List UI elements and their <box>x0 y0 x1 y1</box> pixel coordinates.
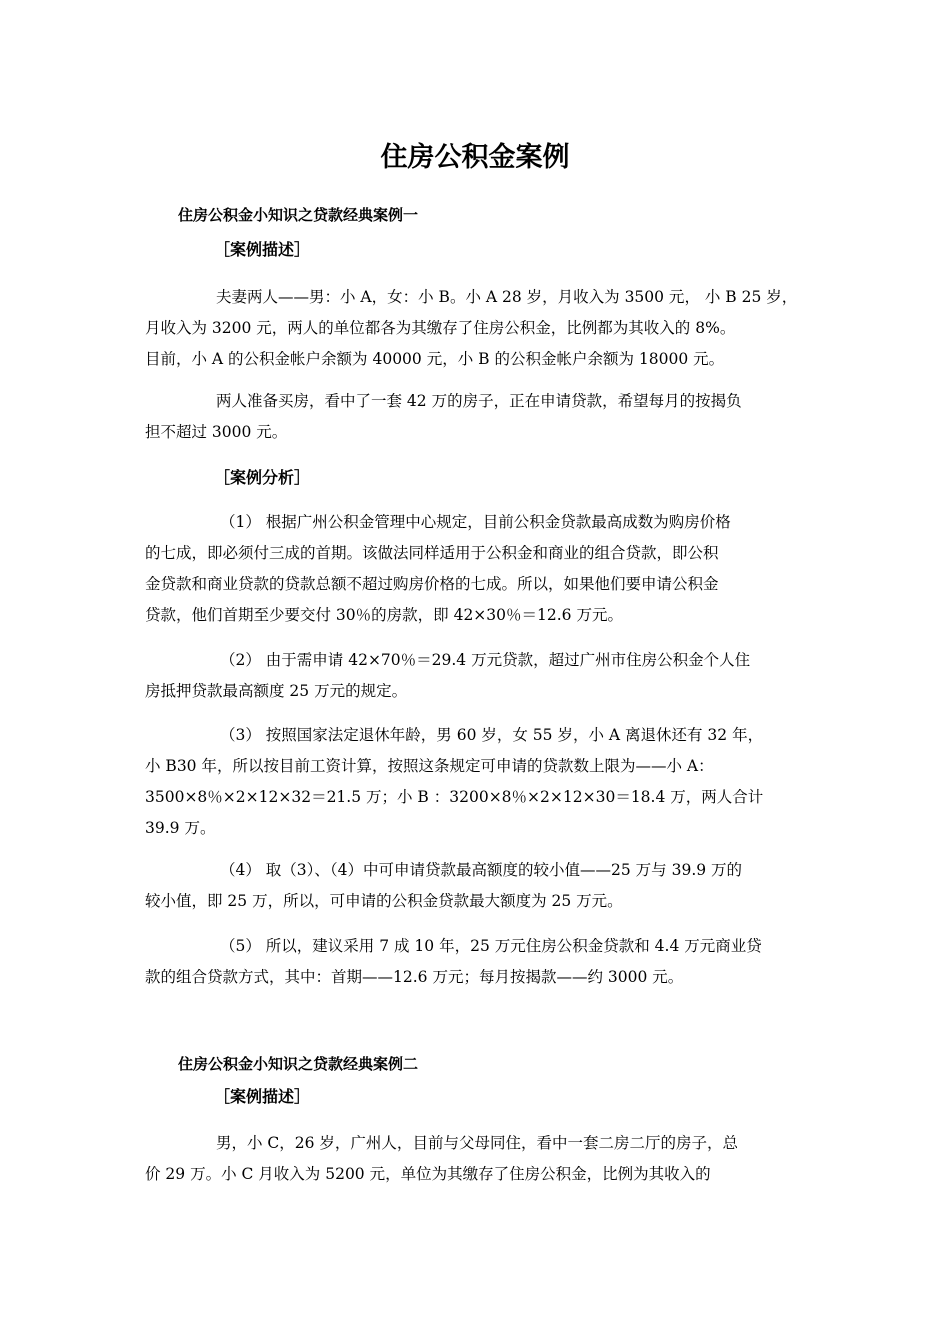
case1-description-paragraph-2 <box>145 386 815 448</box>
text-line: 小 B30 年，所以按目前工资计算，按照这条规定可申请的贷款数上限为——小 A： <box>145 757 714 775</box>
case2-description-paragraph-1 <box>145 1128 815 1190</box>
text-line: 金贷款和商业贷款的贷款总额不超过购房价格的七成。所以，如果他们要申请公积金 <box>145 575 719 593</box>
case2-heading: 住房公积金小知识之贷款经典案例二 <box>178 1055 419 1073</box>
text-line: 的七成，即必须付三成的首期。该做法同样适用于公积金和商业的组合贷款，即公积 <box>145 544 719 562</box>
text-line: 月收入为 3200 元，两人的单位都各为其缴存了住房公积金，比例都为其收入的 8%。 <box>145 319 736 337</box>
case1-analysis-item-5 <box>145 931 815 993</box>
case1-analysis-heading: ［案例分析］ <box>214 468 311 487</box>
text-line: 目前，小 A 的公积金帐户余额为 40000 元，小 B 的公积金帐户余额为 18000 元。 <box>145 350 725 368</box>
case1-analysis-item-4 <box>145 855 815 917</box>
case1-analysis-item-1 <box>145 507 815 631</box>
case1-analysis-item-3 <box>145 720 815 844</box>
text-line: 两人准备买房，看中了一套 42 万的房子，正在申请贷款，希望每月的按揭负 <box>216 392 742 410</box>
case1-analysis-item-2 <box>145 645 815 707</box>
text-line: 款的组合贷款方式，其中：首期——12.6 万元；每月按揭款——约 3000 元。 <box>145 968 684 986</box>
text-line: 房抵押贷款最高额度 25 万元的规定。 <box>145 682 408 700</box>
text-line: （2） 由于需申请 42×70％＝29.4 万元贷款，超过广州市住房公积金个人住 <box>220 651 751 669</box>
text-line: 贷款，他们首期至少要交付 30％的房款，即 42×30％＝12.6 万元。 <box>145 606 623 624</box>
case1-heading: 住房公积金小知识之贷款经典案例一 <box>178 206 419 224</box>
case2-description-heading: ［案例描述］ <box>214 1087 311 1106</box>
text-line: 较小值，即 25 万，所以，可申请的公积金贷款最大额度为 25 万元。 <box>145 892 623 910</box>
text-line: 3500×8％×2×12×32＝21.5 万；小 B ：3200×8％×2×12×30＝18.4 万，两人合计 <box>145 788 764 806</box>
text-line: （5） 所以，建议采用 7 成 10 年，25 万元住房公积金贷款和 4.4 万元商业贷 <box>220 937 762 955</box>
text-line: 担不超过 3000 元。 <box>145 423 288 441</box>
text-line: 夫妻两人——男：小 A，女：小 B。小 A 28 岁，月收入为 3500 元， 小 B 25 岁， <box>216 288 798 306</box>
text-line: （1） 根据广州公积金管理中心规定，目前公积金贷款最高成数为购房价格 <box>220 513 731 531</box>
case1-description-heading: ［案例描述］ <box>214 240 311 259</box>
case1-description-paragraph-1 <box>145 282 815 375</box>
text-line: （3） 按照国家法定退休年龄，男 60 岁，女 55 岁，小 A 离退休还有 32 年， <box>220 726 764 744</box>
text-line: （4） 取（3）、（4）中可申请贷款最高额度的较小值——25 万与 39.9 万的 <box>220 861 743 879</box>
text-line: 价 29 万。小 C 月收入为 5200 元，单位为其缴存了住房公积金，比例为其收入的 <box>145 1165 711 1183</box>
document-title: 住房公积金案例 <box>380 142 570 173</box>
text-line: 39.9 万。 <box>145 819 216 837</box>
text-line: 男，小 C，26 岁，广州人，目前与父母同住，看中一套二房二厅的房子，总 <box>216 1134 738 1152</box>
